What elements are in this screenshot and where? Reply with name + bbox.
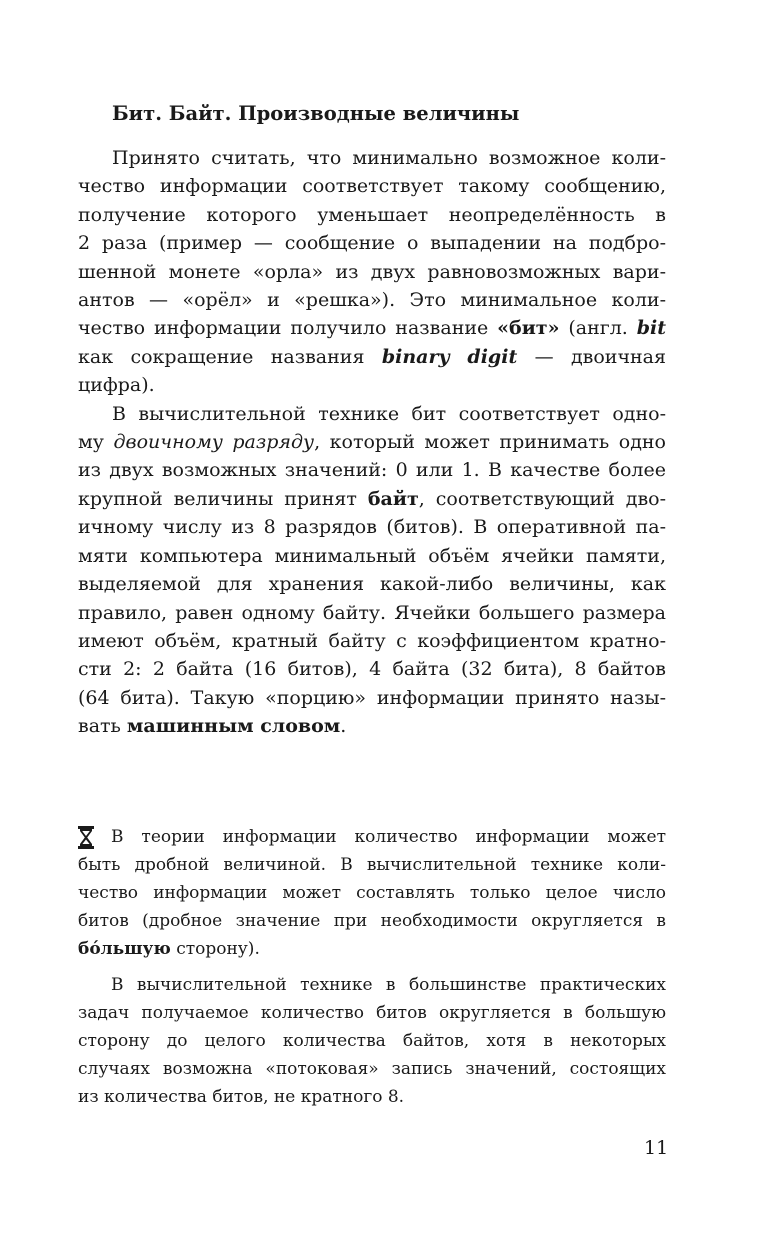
text-line	[78, 712, 666, 740]
text-line	[78, 485, 666, 513]
paragraph-byte-definition	[78, 400, 666, 741]
text-span: как сокращение названия	[78, 345, 382, 368]
text-line: В вычислительной технике в большинстве практических	[111, 975, 666, 995]
text-line: В вычислительной технике бит соответствует одно-	[112, 402, 666, 425]
text-span: , который может принимать одно	[314, 431, 666, 454]
text-span: , соответствующий дво-	[418, 487, 666, 510]
text-span: крупной величины принят	[78, 487, 368, 510]
text-line: цифра).	[78, 374, 155, 397]
text-line: имеют объём, кратный байту с коэффициентом кратно-	[78, 629, 666, 652]
text-line: чество информации может составлять только целое число	[78, 883, 666, 903]
text-line: получение которого уменьшает неопределённость в	[78, 203, 666, 226]
text-line: сти 2: 2 байта (16 битов), 4 байта (32 бита), 8 байтов	[78, 658, 666, 681]
text-line: сторону до целого количества байтов, хотя в некоторых	[78, 1031, 666, 1051]
text-line: случаях возможна «потоковая» запись значений, состоящих	[78, 1059, 666, 1079]
term-larger: бóльшую	[78, 939, 171, 959]
text-line	[78, 935, 666, 963]
text-span: сторону).	[170, 939, 260, 959]
text-line: ичному числу из 8 разрядов (битов). В оперативной па-	[78, 516, 666, 539]
text-span: вать	[78, 715, 127, 738]
text-line: антов — «орёл» и «решка»). Это минимальное коли-	[78, 289, 666, 312]
term-bit-english: bit	[636, 317, 666, 340]
text-line	[78, 314, 666, 342]
term-binary-digit: binary digit	[381, 345, 518, 368]
text-line: В теории информации количество информации может	[111, 827, 666, 847]
text-line: Принято считать, что минимально возможное коли-	[112, 147, 666, 169]
text-span: чество информации получило название	[78, 317, 498, 340]
text-line: из двух возможных значений: 0 или 1. В качестве более	[78, 459, 666, 482]
term-machine-word: машинным словом	[126, 715, 341, 738]
term-bit: «бит»	[497, 317, 560, 340]
term-binary-digit-ru: двоичному разряду	[113, 431, 315, 454]
text-span: му	[78, 431, 114, 454]
text-line: выделяемой для хранения какой-либо величины, как	[78, 573, 666, 596]
text-line: из количества битов, не кратного 8.	[78, 1087, 405, 1107]
text-span: .	[340, 715, 347, 738]
page-number: 11	[644, 1137, 669, 1159]
text-line: 2 раза (пример — сообщение о выпадении на подбро-	[78, 232, 666, 255]
text-span: (англ.	[559, 317, 637, 340]
text-line: правило, равен одному байту. Ячейки большего размера	[78, 601, 666, 624]
term-byte: байт	[367, 487, 419, 510]
text-span: — двоичная	[517, 345, 666, 368]
text-line: задач получаемое количество битов округляется в большую	[78, 1003, 666, 1023]
main-text	[78, 144, 666, 741]
text-line	[78, 428, 666, 456]
paragraph-bit-definition	[78, 144, 666, 400]
text-line: чество информации соответствует такому сообщению,	[78, 175, 666, 198]
text-line	[78, 343, 666, 371]
note-paragraph-rounding	[78, 971, 666, 1111]
text-line: шенной монете «орла» из двух равновозможных вари-	[78, 260, 666, 283]
text-line: мяти компьютера минимальный объём ячейки памяти,	[78, 544, 666, 567]
note-paragraph-fractional	[78, 823, 666, 963]
note-block	[78, 823, 666, 1111]
text-line: битов (дробное значение при необходимости округляется в	[78, 911, 666, 931]
section-title: Бит. Байт. Производные величины	[112, 102, 520, 125]
text-line: (64 бита). Такую «порцию» информации принято назы-	[78, 686, 666, 709]
text-line: быть дробной величиной. В вычислительной технике коли-	[78, 855, 666, 875]
